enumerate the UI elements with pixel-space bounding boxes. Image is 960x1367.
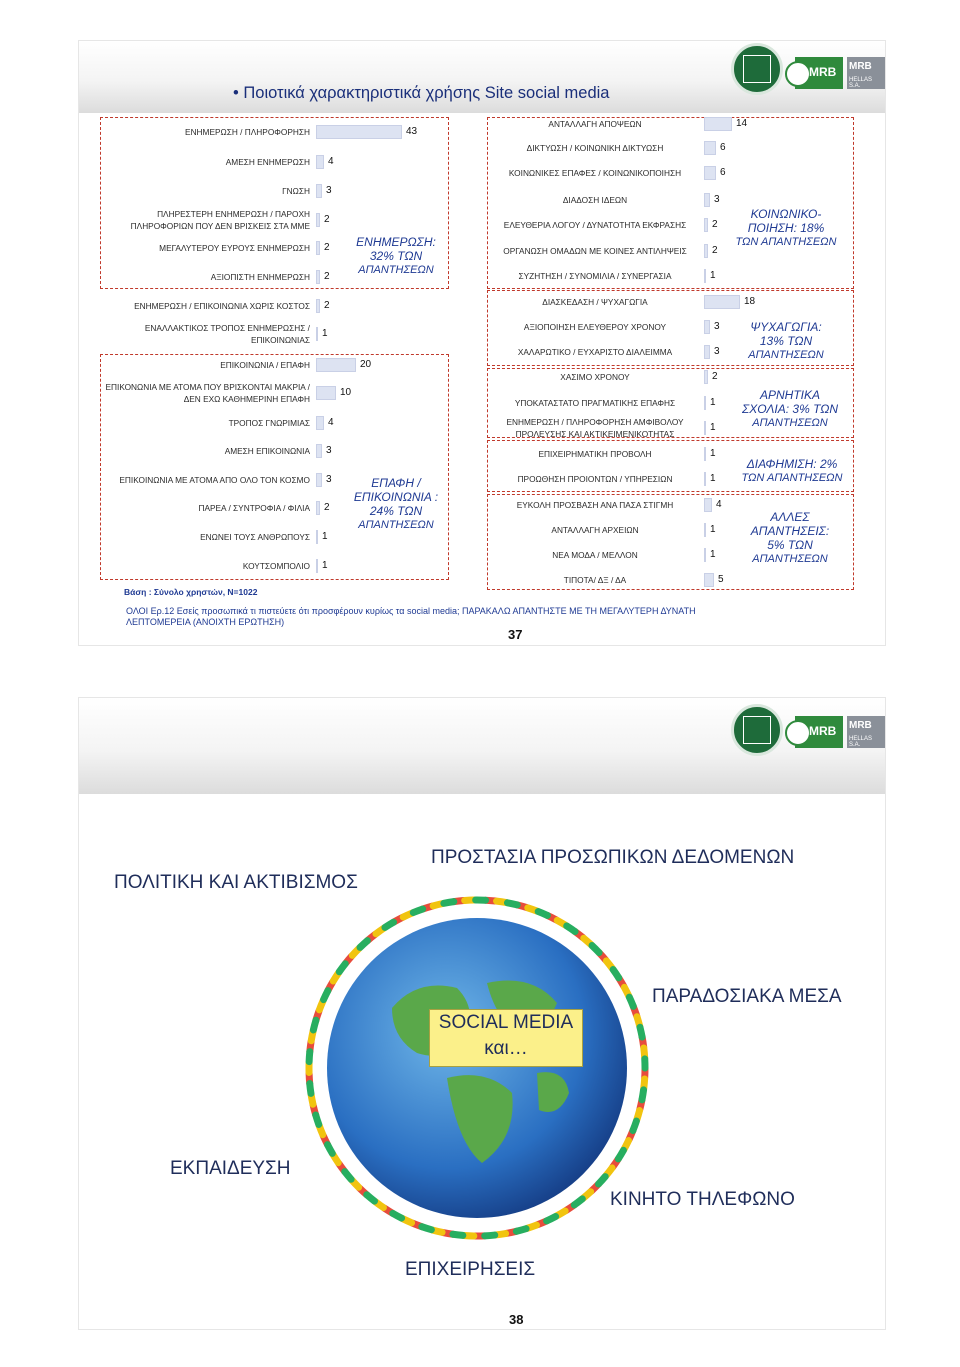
keyword-prostasia: ΠΡΟΣΤΑΣΙΑ ΠΡΟΣΩΠΙΚΩΝ ΔΕΔΟΜΕΝΩΝ — [431, 847, 795, 868]
right-bar-value: 3 — [714, 194, 720, 205]
left-row-label: ΠΛΗΡΕΣΤΕΡΗ ΕΝΗΜΕΡΩΣΗ / ΠΑΡΟΧΗ ΠΛΗΡΟΦΟΡΙΩΝ ΠΟΥ ΔΕΝ ΒΡΙΣΚΕΙΣ ΣΤΑ ΜΜΕ — [130, 209, 310, 231]
right-bar — [704, 447, 706, 461]
caption-koinonikopoiisi: ΚΟΙΝΩΝΙΚΟ- ΠΟΙΗΣΗ: 18% ΤΩΝ ΑΠΑΝΤΗΣΕΩΝ — [735, 207, 837, 248]
left-row-label: ΕΠΙΚΟΙΝΩΝΙΑ ΜΕ ΑΤΟΜΑ ΑΠΟ ΟΛΟ ΤΟΝ ΚΟΣΜΟ — [119, 475, 310, 485]
page-number: 38 — [509, 1312, 524, 1327]
left-bar — [316, 358, 356, 372]
right-row-label: ΕΝΗΜΕΡΩΣΗ / ΠΛΗΡΟΦΟΡΗΣΗ ΑΜΦΙΒΟΛΟΥ ΠΡΟΛΕΥΣΗΣ ΚΑΙ ΑΚΤΙΚΕΙΜΕΝΙΚΟΤΗΤΑΣ — [506, 417, 684, 439]
right-row-label: ΥΠΟΚΑΤΑΣΤΑΤΟ ΠΡΑΓΜΑΤΙΚΗΣ ΕΠΑΦΗΣ — [514, 398, 676, 408]
caption-epafi: ΕΠΑΦΗ / ΕΠΙΚΟΙΝΩΝΙΑ : 24% ΤΩΝ ΑΠΑΝΤΗΣΕΩΝ — [353, 476, 439, 531]
right-bar — [704, 141, 716, 155]
left-row-label: ΑΞΙΟΠΙΣΤΗ ΕΝΗΜΕΡΩΣΗ — [210, 272, 310, 282]
keyword-epixeiriseis: ΕΠΙΧΕΙΡΗΣΕΙΣ — [405, 1259, 536, 1280]
right-bar-value: 1 — [710, 448, 716, 459]
left-row-label: ΕΠΙΚΟΝΩΝΙΑ ΜΕ ΑΤΟΜΑ ΠΟΥ ΒΡΙΣΚΟΝΤΑΙ ΜΑΚΡΙΑ / ΔΕΝ ΕΧΩ ΚΑΘΗΜΕΡΙΝΗ ΕΠΑΦΗ — [105, 382, 310, 404]
left-row-label: ΕΝΑΛΛΑΚΤΙΚΟΣ ΤΡΟΠΟΣ ΕΝΗΜΕΡΩΣΗΣ / ΕΠΙΚΟΙΝΩΝΙΑΣ — [144, 323, 310, 345]
right-bar — [704, 396, 706, 410]
left-bar — [316, 184, 322, 198]
right-row-label: ΝΕΑ ΜΟΔΑ / ΜΕΛΛΟΝ — [552, 550, 638, 560]
right-row-label: ΕΥΚΟΛΗ ΠΡΟΣΒΑΣΗ ΑΝΑ ΠΑΣΑ ΣΤΙΓΜΗ — [516, 500, 674, 510]
left-row-label: ΑΜΕΣΗ ΕΝΗΜΕΡΩΣΗ — [225, 157, 310, 167]
keyword-ekpaideusi: ΕΚΠΑΙΔΕΥΣΗ — [170, 1158, 291, 1179]
right-bar — [704, 269, 706, 283]
left-row-label: ΤΡΟΠΟΣ ΓΝΩΡΙΜΙΑΣ — [228, 418, 310, 428]
right-bar-value: 6 — [720, 142, 726, 153]
right-bar — [704, 523, 706, 537]
caption-enimerosi: ΕΝΗΜΕΡΩΣΗ: 32% ΤΩΝ ΑΠΑΝΤΗΣΕΩΝ — [356, 235, 436, 276]
question-text: ΟΛΟΙ Ερ.12 Εσείς προσωπικά τι πιστεύετε ότι προσφέρουν κυρίως τα social media; ΠΑΡΑΚΑΛΩ ΑΠΑΝΤΗΣΤΕ ΜΕ ΤΗ ΜΕΓΑΛΥΤΕΡΗ ΔΥΝΑΤΗ ΛΕΠΤΟΜΕΡΕΙΑ (ΑΝΟΙΧΤΗ ΕΡΩΤΗΣΗ) — [126, 606, 696, 627]
left-row-label: ΜΕΓΑΛΥΤΕΡΟΥ ΕΥΡΟΥΣ ΕΝΗΜΕΡΩΣΗ — [159, 243, 310, 253]
left-bar-value: 2 — [324, 242, 330, 253]
left-bar-value: 1 — [322, 560, 328, 571]
right-bar — [704, 345, 710, 359]
right-row-label: ΧΑΛΑΡΩΤΙΚΟ / ΕΥΧΑΡΙΣΤΟ ΔΙΑΛΕΙΜΜΑ — [517, 347, 673, 357]
right-bar-value: 2 — [712, 245, 718, 256]
slide-38 — [78, 697, 886, 1330]
right-bar — [704, 498, 712, 512]
left-row-label: ΕΝΩΝΕΙ ΤΟΥΣ ΑΝΘΡΩΠΟΥΣ — [200, 532, 310, 542]
caption-alles: ΑΛΛΕΣ ΑΠΑΝΤΗΣΕΙΣ: 5% ΤΩΝ ΑΠΑΝΤΗΣΕΩΝ — [750, 510, 830, 565]
right-bar-value: 3 — [714, 346, 720, 357]
left-row-label: ΠΑΡΕΑ / ΣΥΝΤΡΟΦΙΑ / ΦΙΛΙΑ — [198, 503, 310, 513]
left-bar-value: 4 — [328, 417, 334, 428]
left-bar-value: 3 — [326, 474, 332, 485]
left-bar — [316, 416, 324, 430]
left-bar — [316, 213, 320, 227]
left-bar — [316, 299, 320, 313]
caption-psyxagogia: ΨΥΧΑΓΩΓΙΑ: 13% ΤΩΝ ΑΠΑΝΤΗΣΕΩΝ — [748, 320, 824, 361]
right-row-label: ΧΑΣΙΜΟ ΧΡΟΝΟΥ — [560, 372, 630, 382]
left-bar — [316, 241, 320, 255]
right-row-label: ΑΝΤΑΛΛΑΓΗ ΑΡΧΕΙΩΝ — [551, 525, 639, 535]
institute-logo — [731, 43, 783, 95]
right-bar-value: 1 — [710, 422, 716, 433]
right-bar-value: 2 — [712, 371, 718, 382]
caption-arnitika: ΑΡΝΗΤΙΚΑ ΣΧΟΛΙΑ: 3% ΤΩΝ ΑΠΑΝΤΗΣΕΩΝ — [742, 388, 838, 429]
right-bar — [704, 548, 706, 562]
keyword-kinito: ΚΙΝΗΤΟ ΤΗΛΕΦΩΝΟ — [610, 1189, 795, 1210]
institute-logo — [731, 704, 783, 756]
left-bar-value: 1 — [322, 531, 328, 542]
right-bar-value: 14 — [736, 118, 748, 129]
right-bar — [704, 573, 714, 587]
left-bar-value: 3 — [326, 445, 332, 456]
right-bar — [704, 320, 710, 334]
right-bar-value: 1 — [710, 524, 716, 535]
left-bar — [316, 559, 318, 573]
social-media-box: SOCIAL MEDIA και… — [429, 1009, 583, 1067]
right-bar-value: 18 — [744, 296, 756, 307]
left-bar — [316, 327, 318, 341]
right-bar-value: 3 — [714, 321, 720, 332]
page-title: • Ποιοτικά χαρακτηριστικά χρήσης Site social media — [233, 84, 610, 102]
right-bar — [704, 370, 708, 384]
left-bar-value: 2 — [324, 214, 330, 225]
left-bar-value: 2 — [324, 271, 330, 282]
right-bar — [704, 244, 708, 258]
left-bar — [316, 270, 320, 284]
right-bar — [704, 166, 716, 180]
right-bar-value: 2 — [712, 219, 718, 230]
right-row-label: ΔΙΑΣΚΕΔΑΣΗ / ΨΥΧΑΓΩΓΙΑ — [542, 297, 648, 307]
right-row-label: ΠΡΟΩΘΗΣΗ ΠΡΟΙΟΝΤΩΝ / ΥΠΗΡΕΣΙΩΝ — [517, 474, 673, 484]
left-bar — [316, 386, 336, 400]
left-bar-value: 4 — [328, 156, 334, 167]
mrb-hellas-logo: MRB HELLAS S.A. — [847, 57, 885, 89]
right-row-label: ΔΙΚΤΥΩΣΗ / ΚΟΙΝΩΝΙΚΗ ΔΙΚΤΥΩΣΗ — [526, 143, 664, 153]
mrb-hellas-logo: MRB HELLAS S.A. — [847, 716, 885, 748]
right-row-label: ΣΥΖΗΤΗΣΗ / ΣΥΝΟΜΙΛΙΑ / ΣΥΝΕΡΓΑΣΙΑ — [518, 271, 672, 281]
right-bar — [704, 218, 708, 232]
right-row-label: ΕΛΕΥΘΕΡΙΑ ΛΟΓΟΥ / ΔΥΝΑΤΟΤΗΤΑ ΕΚΦΡΑΣΗΣ — [503, 220, 687, 230]
globe-illustration — [297, 888, 657, 1248]
right-bar-value: 1 — [710, 549, 716, 560]
left-row-label: ΕΠΙΚΟΙΝΩΝΙΑ / ΕΠΑΦΗ — [220, 360, 310, 370]
left-row-label: ΚΟΥΤΣΟΜΠΟΛΙΟ — [242, 561, 310, 571]
left-bar-value: 2 — [324, 502, 330, 513]
left-row-label: ΓΝΩΣΗ — [282, 186, 310, 196]
page-number: 37 — [508, 627, 523, 642]
right-row-label: ΤΙΠΟΤΑ/ ΔΞ / ΔΑ — [563, 575, 627, 585]
left-bar-value: 2 — [324, 300, 330, 311]
right-bar — [704, 117, 732, 131]
keyword-politiki: ΠΟΛΙΤΙΚΗ ΚΑΙ ΑΚΤΙΒΙΣΜΟΣ — [114, 872, 358, 893]
left-row-label: ΑΜΕΣΗ ΕΠΙΚΟΙΝΩΝΙΑ — [224, 446, 310, 456]
right-row-label: ΑΝΤΑΛΛΑΓΗ ΑΠΟΨΕΩΝ — [548, 119, 642, 129]
left-bar-value: 3 — [326, 185, 332, 196]
left-bar — [316, 501, 320, 515]
mrb-logo: MRB — [795, 57, 843, 89]
left-bar-value: 1 — [322, 328, 328, 339]
right-row-label: ΟΡΓΑΝΩΣΗ ΟΜΑΔΩΝ ΜΕ ΚΟΙΝΕΣ ΑΝΤΙΛΗΨΕΙΣ — [503, 246, 687, 256]
left-bar — [316, 155, 324, 169]
right-row-label: ΕΠΙΧΕΙΡΗΜΑΤΙΚΗ ΠΡΟΒΟΛΗ — [538, 449, 652, 459]
right-bar-value: 6 — [720, 167, 726, 178]
right-row-label: ΚΟΙΝΩΝΙΚΕΣ ΕΠΑΦΕΣ / ΚΟΙΝΩΝΙΚΟΠΟΙΗΣΗ — [508, 168, 682, 178]
right-bar-value: 5 — [718, 574, 724, 585]
right-bar — [704, 295, 740, 309]
keyword-paradosiaka: ΠΑΡΑΔΟΣΙΑΚΑ ΜΕΣΑ — [652, 986, 842, 1007]
left-row-label: ΕΝΗΜΕΡΩΣΗ / ΕΠΙΚΟΙΝΩΝΙΑ ΧΩΡΙΣ ΚΟΣΤΟΣ — [134, 301, 310, 311]
left-bar — [316, 473, 322, 487]
right-row-label: ΑΞΙΟΠΟΙΗΣΗ ΕΛΕΥΘΕΡΟΥ ΧΡΟΝΟΥ — [523, 322, 667, 332]
left-bar-value: 20 — [360, 359, 372, 370]
left-bar — [316, 125, 402, 139]
caption-diafimisi: ΔΙΑΦΗΜΙΣΗ: 2% ΤΩΝ ΑΠΑΝΤΗΣΕΩΝ — [741, 457, 843, 484]
base-note: Βάση : Σύνολο χρηστών, Ν=1022 — [124, 587, 258, 597]
mrb-logo: MRB — [795, 716, 843, 748]
right-bar-value: 1 — [710, 270, 716, 281]
right-bar — [704, 421, 706, 435]
right-row-label: ΔΙΑΔΟΣΗ ΙΔΕΩΝ — [562, 195, 628, 205]
right-bar-value: 1 — [710, 473, 716, 484]
left-bar-value: 10 — [340, 387, 352, 398]
globe-icon — [327, 918, 627, 1218]
left-bar-value: 43 — [406, 126, 418, 137]
left-bar — [316, 530, 318, 544]
right-bar — [704, 472, 706, 486]
left-bar — [316, 444, 322, 458]
right-bar — [704, 193, 710, 207]
right-bar-value: 4 — [716, 499, 722, 510]
left-row-label: ΕΝΗΜΕΡΩΣΗ / ΠΛΗΡΟΦΟΡΗΣΗ — [185, 127, 310, 137]
right-bar-value: 1 — [710, 397, 716, 408]
